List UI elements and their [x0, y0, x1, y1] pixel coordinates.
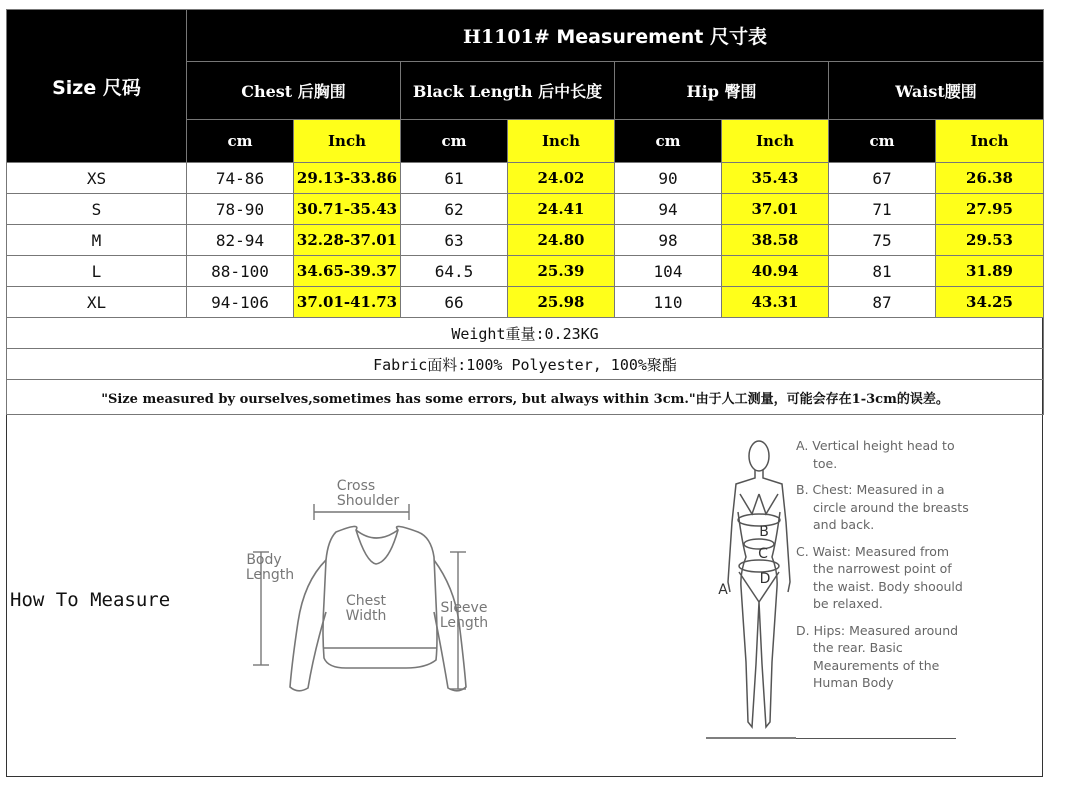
letter-b: B	[759, 524, 769, 540]
table-cell: 64.5	[401, 256, 508, 287]
table-cell: 27.95	[936, 194, 1044, 225]
table-cell: 24.02	[508, 163, 615, 194]
table-cell: 38.58	[722, 225, 829, 256]
chest-width-label-1: Chest	[345, 593, 387, 609]
table-cell: 71	[829, 194, 936, 225]
table-cell: 25.39	[508, 256, 615, 287]
body-length-label-1: Body	[246, 552, 282, 568]
legend-item-c: C. Waist: Measured from the narrowest point of the waist. Body shoould be relaxed.	[796, 543, 963, 611]
table-cell: 94-106	[187, 287, 294, 318]
table-cell: 90	[615, 163, 722, 194]
letter-d: D	[759, 571, 771, 587]
figure-baseline	[796, 738, 956, 739]
sleeve-length-label-2: Length	[439, 615, 489, 631]
table-cell: 25.98	[508, 287, 615, 318]
table-cell: 29.13-33.86	[294, 163, 401, 194]
measurement-note: "Size measured by ourselves,sometimes has some errors, but always within 3cm."由于人工测量，可能会存在1-3cm的误差。	[7, 380, 1044, 415]
cross-shoulder-label-1: Cross	[336, 478, 376, 494]
fabric-row: Fabric面料:100% Polyester, 100%聚酯	[7, 349, 1044, 380]
unit-header-cm: cm	[829, 120, 936, 163]
table-cell: 31.89	[936, 256, 1044, 287]
table-cell: 78-90	[187, 194, 294, 225]
table-cell: 30.71-35.43	[294, 194, 401, 225]
how-to-measure-section	[6, 417, 1043, 777]
unit-header-inch: Inch	[722, 120, 829, 163]
table-cell: 62	[401, 194, 508, 225]
table-cell: 43.31	[722, 287, 829, 318]
chart-title: H1101# Measurement 尺寸表	[187, 10, 1044, 62]
table-cell: 87	[829, 287, 936, 318]
weight-row: Weight重量:0.23KG	[7, 318, 1044, 349]
body-figure-diagram	[706, 432, 796, 752]
size-cell: XL	[7, 287, 187, 318]
table-cell: 81	[829, 256, 936, 287]
table-cell: 32.28-37.01	[294, 225, 401, 256]
hip-group-header: Hip 臀围	[615, 62, 829, 120]
table-row	[7, 287, 1044, 318]
table-cell: 37.01-41.73	[294, 287, 401, 318]
size-cell: L	[7, 256, 187, 287]
table-cell: 61	[401, 163, 508, 194]
chest-group-header: Chest 后胸围	[187, 62, 401, 120]
table-cell: 37.01	[722, 194, 829, 225]
table-cell: 110	[615, 287, 722, 318]
table-row	[7, 194, 1044, 225]
table-cell: 24.80	[508, 225, 615, 256]
cross-shoulder-label-2: Shoulder	[336, 493, 400, 509]
length-group-header: Black Length 后中长度	[401, 62, 615, 120]
table-cell: 88-100	[187, 256, 294, 287]
table-row	[7, 256, 1044, 287]
table-cell: 35.43	[722, 163, 829, 194]
table-cell: 34.25	[936, 287, 1044, 318]
legend-item-a: A. Vertical height head to toe.	[796, 438, 955, 471]
body-length-label-2: Length	[245, 567, 295, 583]
sweater-diagram	[226, 472, 526, 772]
size-chart-table	[6, 9, 1044, 415]
table-row	[7, 225, 1044, 256]
table-cell: 67	[829, 163, 936, 194]
legend-item-b: B. Chest: Measured in a circle around the breasts and back.	[796, 482, 969, 532]
unit-header-cm: cm	[187, 120, 294, 163]
size-cell: S	[7, 194, 187, 225]
measurement-legend	[796, 437, 971, 701]
size-column-header: Size 尺码	[7, 10, 187, 163]
table-cell: 34.65-39.37	[294, 256, 401, 287]
size-cell: XS	[7, 163, 187, 194]
size-cell: M	[7, 225, 187, 256]
table-cell: 74-86	[187, 163, 294, 194]
table-cell: 98	[615, 225, 722, 256]
table-cell: 40.94	[722, 256, 829, 287]
unit-header-inch: Inch	[936, 120, 1044, 163]
sleeve-length-label-1: Sleeve	[440, 600, 488, 616]
table-row	[7, 163, 1044, 194]
table-cell: 66	[401, 287, 508, 318]
table-cell: 29.53	[936, 225, 1044, 256]
letter-c: C	[758, 546, 768, 562]
table-cell: 104	[615, 256, 722, 287]
letter-a: A	[718, 582, 728, 598]
table-cell: 26.38	[936, 163, 1044, 194]
table-cell: 63	[401, 225, 508, 256]
unit-header-cm: cm	[401, 120, 508, 163]
chest-width-label-2: Width	[345, 608, 387, 624]
table-cell: 82-94	[187, 225, 294, 256]
how-to-measure-title: How To Measure	[10, 589, 171, 611]
legend-item-d: D. Hips: Measured around the rear. Basic Meaurements of the Human Body	[796, 622, 959, 690]
table-cell: 24.41	[508, 194, 615, 225]
unit-header-inch: Inch	[294, 120, 401, 163]
table-cell: 94	[615, 194, 722, 225]
unit-header-inch: Inch	[508, 120, 615, 163]
unit-header-cm: cm	[615, 120, 722, 163]
table-cell: 75	[829, 225, 936, 256]
waist-group-header: Waist腰围	[829, 62, 1044, 120]
